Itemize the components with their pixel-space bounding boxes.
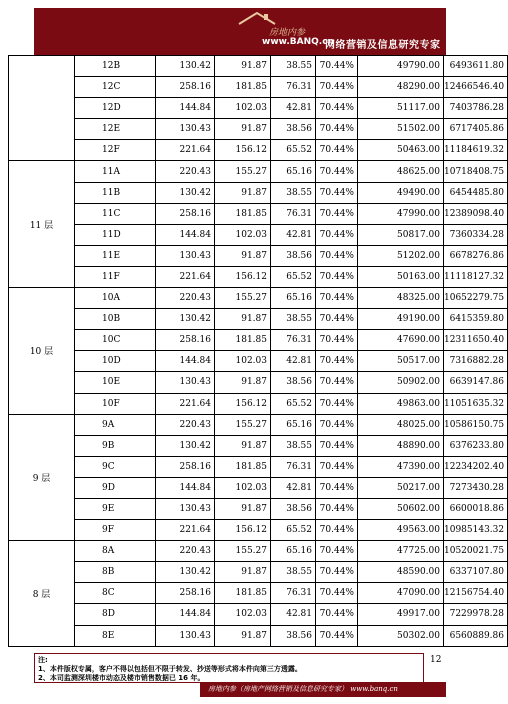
unit-cell: 9C <box>75 456 156 477</box>
shared-area-cell: 65.16 <box>271 288 316 309</box>
unit-cell: 9A <box>75 414 156 435</box>
table-row <box>9 182 508 203</box>
unit-cell: 8E <box>75 625 156 646</box>
ratio-cell: 70.44% <box>316 309 358 330</box>
unit-price-cell: 49917.00 <box>358 604 444 625</box>
area-cell: 144.84 <box>156 604 215 625</box>
area-cell: 144.84 <box>156 351 215 372</box>
table-row <box>9 498 508 519</box>
total-price-cell: 6454485.80 <box>444 182 508 203</box>
table-row <box>9 161 508 182</box>
ratio-cell: 70.44% <box>316 583 358 604</box>
notes-label: 注: <box>38 656 48 664</box>
usable-area-cell: 91.87 <box>215 119 271 140</box>
ratio-cell: 70.44% <box>316 245 358 266</box>
area-cell: 130.42 <box>156 309 215 330</box>
area-cell: 258.16 <box>156 77 215 98</box>
ratio-cell: 70.44% <box>316 625 358 646</box>
floor-label: 9 层 <box>9 414 75 541</box>
usable-area-cell: 91.87 <box>215 498 271 519</box>
usable-area-cell: 156.12 <box>215 140 271 161</box>
area-cell: 130.43 <box>156 498 215 519</box>
usable-area-cell: 155.27 <box>215 288 271 309</box>
unit-price-cell: 49790.00 <box>358 56 444 77</box>
shared-area-cell: 76.31 <box>271 330 316 351</box>
shared-area-cell: 38.56 <box>271 498 316 519</box>
unit-cell: 9E <box>75 498 156 519</box>
area-cell: 144.84 <box>156 98 215 119</box>
shared-area-cell: 76.31 <box>271 203 316 224</box>
table-row <box>9 414 508 435</box>
ratio-cell: 70.44% <box>316 541 358 562</box>
unit-cell: 8A <box>75 541 156 562</box>
area-cell: 130.43 <box>156 372 215 393</box>
total-price-cell: 7229978.28 <box>444 604 508 625</box>
table-row <box>9 330 508 351</box>
table-row <box>9 372 508 393</box>
usable-area-cell: 91.87 <box>215 182 271 203</box>
ratio-cell: 70.44% <box>316 414 358 435</box>
table-row <box>9 477 508 498</box>
area-cell: 130.43 <box>156 245 215 266</box>
unit-cell: 11F <box>75 266 156 287</box>
ratio-cell: 70.44% <box>316 56 358 77</box>
table-row <box>9 119 508 140</box>
usable-area-cell: 91.87 <box>215 625 271 646</box>
area-cell: 220.43 <box>156 414 215 435</box>
usable-area-cell: 91.87 <box>215 309 271 330</box>
ratio-cell: 70.44% <box>316 562 358 583</box>
shared-area-cell: 76.31 <box>271 583 316 604</box>
ratio-cell: 70.44% <box>316 266 358 287</box>
shared-area-cell: 38.55 <box>271 56 316 77</box>
unit-cell: 10B <box>75 309 156 330</box>
unit-cell: 8C <box>75 583 156 604</box>
shared-area-cell: 42.81 <box>271 477 316 498</box>
table-row <box>9 625 508 646</box>
notes-box <box>34 653 424 683</box>
total-price-cell: 6493611.80 <box>444 56 508 77</box>
table-row <box>9 203 508 224</box>
shared-area-cell: 76.31 <box>271 77 316 98</box>
usable-area-cell: 181.85 <box>215 456 271 477</box>
note-line-1: 1、本件版权专属，客户不得以包括但不限于转发、抄送等形式将本件向第三方透露。 <box>38 665 302 673</box>
page-number: 12 <box>430 655 442 665</box>
shared-area-cell: 38.56 <box>271 119 316 140</box>
table-row <box>9 541 508 562</box>
area-cell: 130.42 <box>156 182 215 203</box>
area-cell: 144.84 <box>156 224 215 245</box>
unit-price-cell: 47390.00 <box>358 456 444 477</box>
ratio-cell: 70.44% <box>316 477 358 498</box>
unit-price-cell: 50302.00 <box>358 625 444 646</box>
total-price-cell: 7403786.28 <box>444 98 508 119</box>
usable-area-cell: 102.03 <box>215 351 271 372</box>
unit-price-cell: 50163.00 <box>358 266 444 287</box>
area-cell: 221.64 <box>156 393 215 414</box>
usable-area-cell: 155.27 <box>215 161 271 182</box>
total-price-cell: 11184619.32 <box>444 140 508 161</box>
shared-area-cell: 38.55 <box>271 435 316 456</box>
unit-price-cell: 49563.00 <box>358 520 444 541</box>
table-row <box>9 224 508 245</box>
total-price-cell: 11118127.32 <box>444 266 508 287</box>
shared-area-cell: 65.52 <box>271 266 316 287</box>
unit-price-cell: 47725.00 <box>358 541 444 562</box>
unit-cell: 10D <box>75 351 156 372</box>
floor-label: 8 层 <box>9 541 75 647</box>
usable-area-cell: 102.03 <box>215 98 271 119</box>
ratio-cell: 70.44% <box>316 98 358 119</box>
shared-area-cell: 65.16 <box>271 414 316 435</box>
shared-area-cell: 42.81 <box>271 224 316 245</box>
unit-price-cell: 47990.00 <box>358 203 444 224</box>
unit-cell: 9D <box>75 477 156 498</box>
table-row <box>9 456 508 477</box>
ratio-cell: 70.44% <box>316 224 358 245</box>
unit-price-cell: 50217.00 <box>358 477 444 498</box>
unit-price-cell: 49490.00 <box>358 182 444 203</box>
total-price-cell: 6415359.80 <box>444 309 508 330</box>
unit-price-cell: 48590.00 <box>358 562 444 583</box>
unit-price-cell: 51502.00 <box>358 119 444 140</box>
shared-area-cell: 42.81 <box>271 351 316 372</box>
shared-area-cell: 42.81 <box>271 98 316 119</box>
usable-area-cell: 102.03 <box>215 477 271 498</box>
table-row <box>9 245 508 266</box>
area-cell: 144.84 <box>156 477 215 498</box>
unit-cell: 12F <box>75 140 156 161</box>
shared-area-cell: 65.52 <box>271 393 316 414</box>
usable-area-cell: 181.85 <box>215 203 271 224</box>
total-price-cell: 10652279.75 <box>444 288 508 309</box>
unit-cell: 8D <box>75 604 156 625</box>
unit-price-cell: 49190.00 <box>358 309 444 330</box>
floor-label <box>9 56 75 161</box>
area-cell: 220.43 <box>156 541 215 562</box>
table-row <box>9 56 508 77</box>
logo-url: www.BANQ.cn <box>262 37 334 47</box>
table-row <box>9 562 508 583</box>
usable-area-cell: 91.87 <box>215 245 271 266</box>
unit-cell: 12C <box>75 77 156 98</box>
total-price-cell: 10586150.75 <box>444 414 508 435</box>
table-row <box>9 288 508 309</box>
ratio-cell: 70.44% <box>316 161 358 182</box>
total-price-cell: 6678276.86 <box>444 245 508 266</box>
unit-price-cell: 51117.00 <box>358 98 444 119</box>
unit-price-cell: 50817.00 <box>358 224 444 245</box>
usable-area-cell: 102.03 <box>215 224 271 245</box>
ratio-cell: 70.44% <box>316 288 358 309</box>
unit-cell: 8B <box>75 562 156 583</box>
shared-area-cell: 65.52 <box>271 520 316 541</box>
table-row <box>9 351 508 372</box>
shared-area-cell: 65.16 <box>271 161 316 182</box>
area-cell: 220.43 <box>156 288 215 309</box>
usable-area-cell: 91.87 <box>215 372 271 393</box>
unit-cell: 10F <box>75 393 156 414</box>
total-price-cell: 7316882.28 <box>444 351 508 372</box>
total-price-cell: 12466546.40 <box>444 77 508 98</box>
ratio-cell: 70.44% <box>316 372 358 393</box>
ratio-cell: 70.44% <box>316 435 358 456</box>
unit-cell: 9B <box>75 435 156 456</box>
ratio-cell: 70.44% <box>316 351 358 372</box>
area-cell: 130.43 <box>156 625 215 646</box>
ratio-cell: 70.44% <box>316 456 358 477</box>
ratio-cell: 70.44% <box>316 203 358 224</box>
unit-price-cell: 48290.00 <box>358 77 444 98</box>
shared-area-cell: 38.56 <box>271 245 316 266</box>
unit-cell: 10E <box>75 372 156 393</box>
unit-price-cell: 49863.00 <box>358 393 444 414</box>
table-row <box>9 77 508 98</box>
usable-area-cell: 156.12 <box>215 393 271 414</box>
usable-area-cell: 91.87 <box>215 435 271 456</box>
unit-cell: 12B <box>75 56 156 77</box>
total-price-cell: 6337107.80 <box>444 562 508 583</box>
floor-label: 10 层 <box>9 288 75 415</box>
unit-cell: 9F <box>75 520 156 541</box>
unit-cell: 12D <box>75 98 156 119</box>
table-row <box>9 520 508 541</box>
shared-area-cell: 65.52 <box>271 140 316 161</box>
total-price-cell: 7273430.28 <box>444 477 508 498</box>
unit-price-table <box>8 55 508 647</box>
total-price-cell: 12311650.40 <box>444 330 508 351</box>
ratio-cell: 70.44% <box>316 330 358 351</box>
unit-cell: 11E <box>75 245 156 266</box>
total-price-cell: 6376233.80 <box>444 435 508 456</box>
usable-area-cell: 155.27 <box>215 414 271 435</box>
table-row <box>9 583 508 604</box>
area-cell: 221.64 <box>156 520 215 541</box>
unit-price-cell: 48025.00 <box>358 414 444 435</box>
usable-area-cell: 91.87 <box>215 56 271 77</box>
area-cell: 258.16 <box>156 330 215 351</box>
usable-area-cell: 155.27 <box>215 541 271 562</box>
ratio-cell: 70.44% <box>316 140 358 161</box>
usable-area-cell: 156.12 <box>215 520 271 541</box>
area-cell: 221.64 <box>156 140 215 161</box>
table-row <box>9 140 508 161</box>
usable-area-cell: 181.85 <box>215 77 271 98</box>
total-price-cell: 10985143.32 <box>444 520 508 541</box>
ratio-cell: 70.44% <box>316 119 358 140</box>
ratio-cell: 70.44% <box>316 520 358 541</box>
total-price-cell: 12156754.40 <box>444 583 508 604</box>
table-row <box>9 393 508 414</box>
unit-price-cell: 50902.00 <box>358 372 444 393</box>
area-cell: 258.16 <box>156 456 215 477</box>
unit-price-cell: 50602.00 <box>358 498 444 519</box>
shared-area-cell: 76.31 <box>271 456 316 477</box>
table-row <box>9 309 508 330</box>
area-cell: 258.16 <box>156 203 215 224</box>
unit-cell: 11C <box>75 203 156 224</box>
unit-cell: 12E <box>75 119 156 140</box>
area-cell: 130.42 <box>156 435 215 456</box>
unit-price-cell: 50463.00 <box>358 140 444 161</box>
unit-price-cell: 48625.00 <box>358 161 444 182</box>
unit-cell: 11A <box>75 161 156 182</box>
area-cell: 130.42 <box>156 56 215 77</box>
footer-text: 房地内参（房地产网络营销及信息研究专家） www.banq.cn <box>208 685 398 693</box>
usable-area-cell: 102.03 <box>215 604 271 625</box>
total-price-cell: 6717405.86 <box>444 119 508 140</box>
total-price-cell: 6600018.86 <box>444 498 508 519</box>
unit-price-cell: 50517.00 <box>358 351 444 372</box>
table-row <box>9 435 508 456</box>
total-price-cell: 6639147.86 <box>444 372 508 393</box>
total-price-cell: 12389098.40 <box>444 203 508 224</box>
ratio-cell: 70.44% <box>316 498 358 519</box>
note-line-2: 2、本司监测深圳楼市动态及楼市销售数据已 16 年。 <box>38 674 205 682</box>
area-cell: 220.43 <box>156 161 215 182</box>
unit-price-cell: 47690.00 <box>358 330 444 351</box>
unit-cell: 10A <box>75 288 156 309</box>
usable-area-cell: 156.12 <box>215 266 271 287</box>
total-price-cell: 10520021.75 <box>444 541 508 562</box>
area-cell: 130.43 <box>156 119 215 140</box>
total-price-cell: 11051635.32 <box>444 393 508 414</box>
unit-price-cell: 48890.00 <box>358 435 444 456</box>
ratio-cell: 70.44% <box>316 393 358 414</box>
area-cell: 221.64 <box>156 266 215 287</box>
logo-text: 房地内参 <box>269 28 306 38</box>
total-price-cell: 10718408.75 <box>444 161 508 182</box>
shared-area-cell: 38.55 <box>271 309 316 330</box>
floor-label: 11 层 <box>9 161 75 288</box>
shared-area-cell: 38.56 <box>271 372 316 393</box>
unit-price-cell: 51202.00 <box>358 245 444 266</box>
area-cell: 130.42 <box>156 562 215 583</box>
unit-price-cell: 48325.00 <box>358 288 444 309</box>
unit-cell: 11B <box>75 182 156 203</box>
unit-price-cell: 47090.00 <box>358 583 444 604</box>
ratio-cell: 70.44% <box>316 604 358 625</box>
total-price-cell: 12234202.40 <box>444 456 508 477</box>
shared-area-cell: 38.56 <box>271 625 316 646</box>
unit-cell: 10C <box>75 330 156 351</box>
ratio-cell: 70.44% <box>316 182 358 203</box>
banner-title: 网络营销及信息研究专家 <box>325 40 441 51</box>
unit-cell: 11D <box>75 224 156 245</box>
shared-area-cell: 65.16 <box>271 541 316 562</box>
usable-area-cell: 181.85 <box>215 583 271 604</box>
area-cell: 258.16 <box>156 583 215 604</box>
shared-area-cell: 38.55 <box>271 562 316 583</box>
ratio-cell: 70.44% <box>316 77 358 98</box>
table-row <box>9 266 508 287</box>
usable-area-cell: 91.87 <box>215 562 271 583</box>
table-row <box>9 604 508 625</box>
usable-area-cell: 181.85 <box>215 330 271 351</box>
total-price-cell: 7360334.28 <box>444 224 508 245</box>
shared-area-cell: 38.55 <box>271 182 316 203</box>
shared-area-cell: 42.81 <box>271 604 316 625</box>
total-price-cell: 6560889.86 <box>444 625 508 646</box>
table-row <box>9 98 508 119</box>
